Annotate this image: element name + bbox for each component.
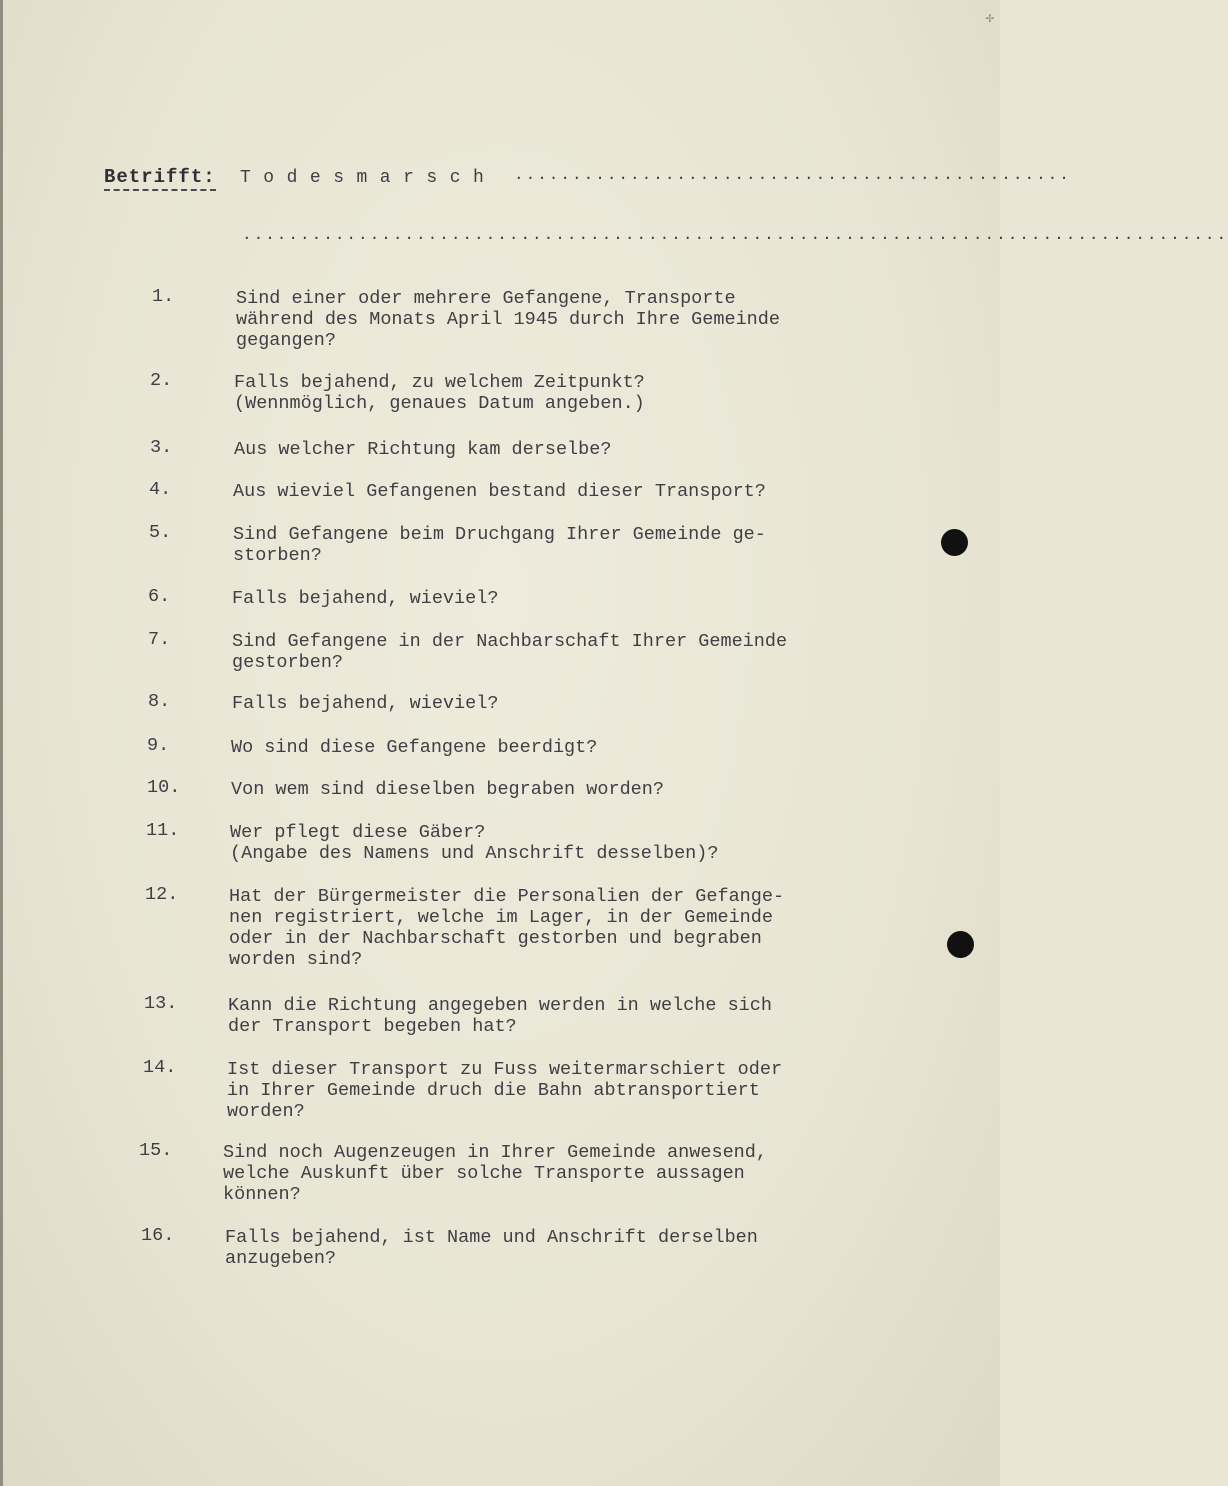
question-line: worden sind? bbox=[229, 949, 363, 970]
question-line: in Ihrer Gemeinde druch die Bahn abtransportiert bbox=[227, 1080, 760, 1101]
question-text bbox=[236, 288, 780, 351]
question-number: 7. bbox=[148, 629, 171, 650]
question-line: Wer pflegt diese Gäber? bbox=[230, 822, 486, 843]
question-number: 6. bbox=[148, 586, 171, 607]
question-line: Aus wieviel Gefangenen bestand dieser Transport? bbox=[233, 481, 766, 502]
question-text bbox=[230, 822, 718, 864]
page-edge bbox=[0, 0, 3, 1486]
dotted-fill-line-2: ..................................................................................... bbox=[242, 226, 1228, 244]
question-line: Von wem sind dieselben begraben worden? bbox=[231, 779, 664, 800]
question-line: gegangen? bbox=[236, 330, 336, 351]
question-line: gestorben? bbox=[232, 652, 344, 673]
question-text bbox=[233, 481, 766, 502]
question-line: Kann die Richtung angegeben werden in welche sich bbox=[228, 995, 772, 1016]
document-header bbox=[104, 166, 1071, 196]
question-text bbox=[234, 439, 611, 460]
question-line: nen registriert, welche im Lager, in der Gemeinde bbox=[229, 907, 773, 928]
question-number: 12. bbox=[145, 884, 179, 905]
question-line: Aus welcher Richtung kam derselbe? bbox=[234, 439, 612, 460]
question-line: der Transport begeben hat? bbox=[228, 1016, 517, 1037]
question-number: 1. bbox=[152, 286, 175, 307]
corner-mark: ✢ bbox=[985, 11, 994, 27]
question-text bbox=[234, 372, 645, 414]
question-line: anzugeben? bbox=[225, 1248, 337, 1269]
question-number: 10. bbox=[147, 777, 181, 798]
question-line: Wo sind diese Gefangene beerdigt? bbox=[231, 737, 598, 758]
question-text bbox=[232, 588, 498, 609]
question-line: oder in der Nachbarschaft gestorben und begraben bbox=[229, 928, 762, 949]
question-number: 14. bbox=[143, 1057, 177, 1078]
question-line: storben? bbox=[233, 545, 322, 566]
question-number: 13. bbox=[144, 993, 178, 1014]
question-number: 16. bbox=[141, 1225, 175, 1246]
question-number: 4. bbox=[149, 479, 172, 500]
question-line: Sind Gefangene in der Nachbarschaft Ihrer Gemeinde bbox=[232, 631, 788, 652]
question-number: 3. bbox=[150, 437, 173, 458]
question-text bbox=[225, 1227, 758, 1269]
question-text bbox=[227, 1059, 782, 1122]
question-text bbox=[231, 779, 664, 800]
question-number: 9. bbox=[147, 735, 170, 756]
question-line: Hat der Bürgermeister die Personalien der Gefange- bbox=[229, 886, 785, 907]
question-text bbox=[223, 1142, 767, 1205]
question-line: Sind noch Augenzeugen in Ihrer Gemeinde anwesend, bbox=[223, 1142, 767, 1163]
question-line: welche Auskunft über solche Transporte aussagen bbox=[223, 1163, 745, 1184]
punch-hole-lower bbox=[947, 931, 974, 958]
question-line: (Angabe des Namens und Anschrift desselben)? bbox=[230, 843, 719, 864]
question-text bbox=[228, 995, 772, 1037]
question-number: 8. bbox=[148, 691, 171, 712]
question-line: während des Monats April 1945 durch Ihre Gemeinde bbox=[236, 309, 780, 330]
question-text bbox=[233, 524, 766, 566]
question-number: 11. bbox=[146, 820, 180, 841]
question-line: worden? bbox=[227, 1101, 305, 1122]
question-line: Falls bejahend, zu welchem Zeitpunkt? bbox=[234, 372, 645, 393]
question-text bbox=[229, 886, 784, 970]
question-text bbox=[231, 737, 597, 758]
question-text bbox=[232, 631, 787, 673]
question-number: 5. bbox=[149, 522, 172, 543]
question-line: Sind einer oder mehrere Gefangene, Transporte bbox=[236, 288, 736, 309]
question-number: 2. bbox=[150, 370, 173, 391]
dotted-fill-line: ................................................ bbox=[514, 166, 1071, 184]
question-number: 15. bbox=[139, 1140, 173, 1161]
subject-title: Todesmarsch bbox=[240, 168, 497, 188]
subject-label: Betrifft: bbox=[104, 166, 216, 191]
question-line: Falls bejahend, ist Name und Anschrift derselben bbox=[225, 1227, 758, 1248]
question-line: Sind Gefangene beim Druchgang Ihrer Gemeinde ge- bbox=[233, 524, 766, 545]
question-line: Falls bejahend, wieviel? bbox=[232, 693, 499, 714]
question-text bbox=[232, 693, 498, 714]
question-line: Ist dieser Transport zu Fuss weitermarschiert oder bbox=[227, 1059, 783, 1080]
question-line: können? bbox=[223, 1184, 301, 1205]
punch-hole-upper bbox=[941, 529, 968, 556]
question-line: Falls bejahend, wieviel? bbox=[232, 588, 499, 609]
question-line: (Wennmöglich, genaues Datum angeben.) bbox=[234, 393, 645, 414]
